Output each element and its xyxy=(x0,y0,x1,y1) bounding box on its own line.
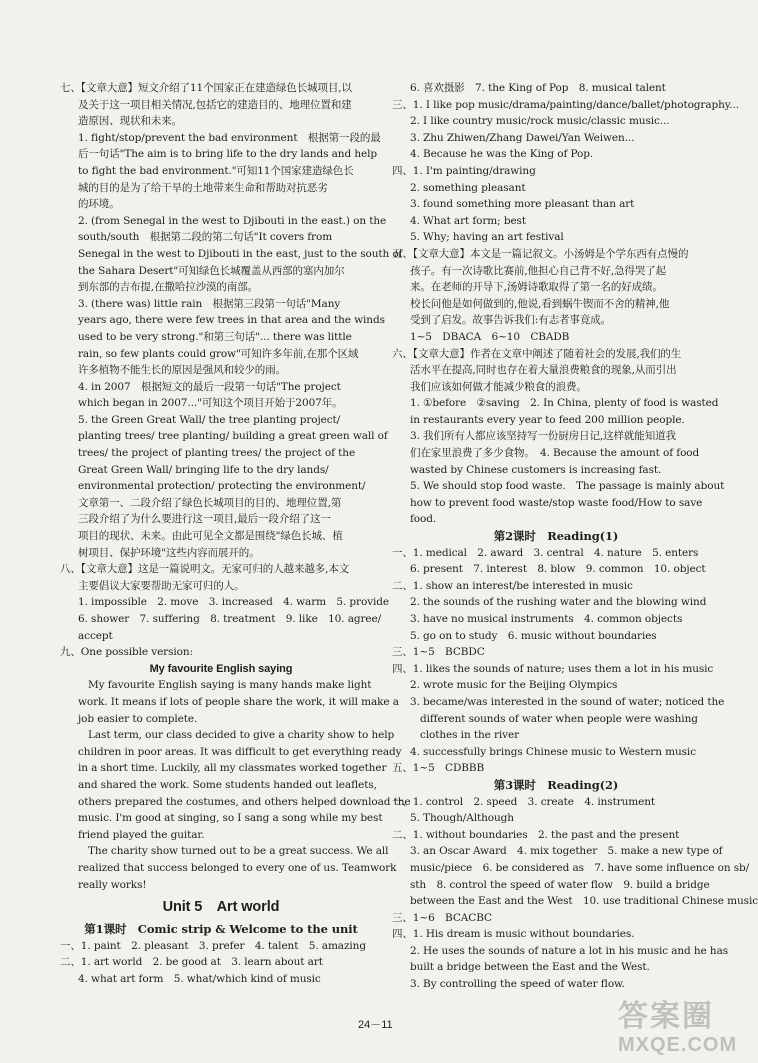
answer-line: music/piece 6. be considered as 7. have some influence on sb/ xyxy=(410,861,750,874)
watermark-text-top: 答案圈 xyxy=(618,1000,714,1033)
lesson-title: 第2课时 Reading(1) xyxy=(493,529,619,544)
answer-line: 3. 我们所有人都应该坚持写一份厨房日记,这样就能知道我 xyxy=(410,430,676,443)
answer-line: 造原因、现状和未来。 xyxy=(78,115,182,128)
answer-line: 5. the Green Great Wall/ the tree planting project/ xyxy=(78,413,341,426)
answer-line: wasted by Chinese customers is increasing fast. xyxy=(410,463,662,476)
answer-line: built a bridge between the East and the West. xyxy=(410,961,650,974)
answer-line: 二、1. without boundaries 2. the past and the present xyxy=(392,828,680,841)
answer-line: 受到了启发。故事告诉我们:有志者事竟成。 xyxy=(410,314,612,327)
answer-line: 我们应该如何做才能减少粮食的浪费。 xyxy=(410,380,587,393)
answer-line: 6. 喜欢摄影 7. the King of Pop 8. musical talent xyxy=(410,82,666,94)
answer-line: 主要倡议大家要帮助无家可归的人。 xyxy=(78,579,245,592)
answer-line: south/south 根据第二段的第二句话"It covers from xyxy=(78,231,333,244)
answer-line: My favourite English saying is many hands make light xyxy=(88,679,372,692)
answer-line: 活水平在提高,同时也存在着大量浪费粮食的现象,从而引出 xyxy=(410,364,677,377)
answer-line: 三、1. I like pop music/drama/painting/dance/ballet/photography... xyxy=(392,98,739,111)
answer-line: the Sahara Desert"可知绿色长城覆盖从西部的塞内加尔 xyxy=(78,264,345,277)
answer-line: accept xyxy=(78,629,113,642)
answer-line: between the East and the West 10. use traditional Chinese music xyxy=(410,895,758,908)
answer-line: 3. By controlling the speed of water flow. xyxy=(410,978,625,991)
answer-line: 2. He uses the sounds of nature a lot in his music and he has xyxy=(410,944,729,957)
answer-line: 许多植物不能生长的原因是强风和较少的雨。 xyxy=(78,364,286,377)
answer-line: Great Green Wall/ bringing life to the dry lands/ xyxy=(78,463,329,476)
answer-line: work. It means if lots of people share the work, it will make a xyxy=(78,695,399,708)
answer-line: and shared the work. Some students handed out leaflets, xyxy=(78,778,377,791)
answer-line: 来。在老师的开导下,汤姆诗歌取得了第一名的好成绩。 xyxy=(410,281,663,294)
answer-line: friend played the guitar. xyxy=(78,828,205,841)
answer-line: Senegal in the west to Djibouti in the east, just to the south of xyxy=(78,247,403,260)
essay-title: My favourite English saying xyxy=(149,662,293,675)
answer-line: 6. present 7. interest 8. blow 9. common 10. object xyxy=(410,563,706,576)
answer-line: 的环境。 xyxy=(78,198,120,211)
answer-line: realized that success belonged to every one of us. Teamwork xyxy=(78,861,397,874)
answer-line: clothes in the river xyxy=(420,729,520,742)
answer-line: 5. Though/Although xyxy=(410,812,514,825)
answer-line: 一、1. paint 2. pleasant 3. prefer 4. talent 5. amazing xyxy=(60,939,366,952)
answer-line: planting trees/ tree planting/ building a great green wall of xyxy=(78,430,388,443)
answer-line: 4. in 2007 根据短文的最后一段第一句话"The project xyxy=(78,380,341,393)
answer-line: 2. I like country music/rock music/classic music... xyxy=(410,115,670,128)
answer-line: 及关于这一项目相关情况,包括它的建造目的、地理位置和建 xyxy=(78,98,352,111)
page-number: 24－11 xyxy=(358,1019,393,1031)
watermark-text-bottom: MXQE.COM xyxy=(618,1034,738,1056)
answer-line: others prepared the costumes, and others helped download the xyxy=(78,795,411,808)
answer-line: 文章第一、二段介绍了绿色长城项目的目的、地理位置,第 xyxy=(78,496,342,509)
answer-line: 树项目、保护环境"这些内容而展开的。 xyxy=(78,546,260,559)
answer-line: 4. successfully brings Chinese music to Western music xyxy=(410,745,696,758)
answer-line: The charity show turned out to be a great success. We all xyxy=(88,845,389,858)
answer-line: rain, so few plants could grow"可知许多年前,在那个区域 xyxy=(78,347,359,360)
answer-line: 2. something pleasant xyxy=(410,181,526,194)
answer-line: 五、1~5 CDBBB xyxy=(392,762,485,775)
answer-line: 1. ①before ②saving 2. In China, plenty of food is wasted xyxy=(410,397,719,410)
answer-line: 4. what art form 5. what/which kind of music xyxy=(78,972,321,985)
answer-line: 八、【文章大意】这是一篇说明文。无家可归的人越来越多,本文 xyxy=(60,563,350,576)
answer-line: 3. Zhu Zhiwen/Zhang Dawei/Yan Weiwen... xyxy=(410,131,635,144)
answer-line: 2. the sounds of the rushing water and the blowing wind xyxy=(410,596,707,609)
answer-line: in restaurants every year to feed 200 million people. xyxy=(410,413,685,426)
answer-line: 3. (there was) little rain 根据第三段第一句话"Many xyxy=(78,297,341,310)
answer-line: used to be very strong."和第三句话"... there was little xyxy=(78,330,352,343)
answer-line: 到东部的吉布提,在撒哈拉沙漠的南部。 xyxy=(78,281,259,294)
answer-line: 2. wrote music for the Beijing Olympics xyxy=(410,679,618,692)
answer-line: 校长问他是如何做到的,他说,看到蜗牛锲而不舍的精神,他 xyxy=(410,297,670,310)
right-column xyxy=(392,80,758,993)
answer-line: 二、1. show an interest/be interested in music xyxy=(392,579,633,592)
answer-line: 们在家里浪费了多少食物。 4. Because the amount of food xyxy=(410,447,700,460)
answer-line: 孩子。有一次诗歌比赛前,他担心自己背不好,急得哭了起 xyxy=(410,264,667,277)
answer-line: 后一句话"The aim is to bring life to the dry lands and help xyxy=(78,148,377,161)
answer-line: 一、1. medical 2. award 3. central 4. nature 5. enters xyxy=(392,546,699,559)
answer-line: 3. became/was interested in the sound of water; noticed the xyxy=(410,695,725,708)
answer-line: 三、1~6 BCACBC xyxy=(392,911,492,924)
answer-line: 5. Why; having an art festival xyxy=(410,231,564,244)
answer-line: 二、1. art world 2. be good at 3. learn about art xyxy=(60,956,323,969)
answer-line: 3. found something more pleasant than art xyxy=(410,198,635,211)
unit-title: Unit 5 Art world xyxy=(162,899,280,916)
answer-line: 1. fight/stop/prevent the bad environment 根据第一段的最 xyxy=(78,131,381,144)
answer-line: 1~5 DBACA 6~10 CBADB xyxy=(410,330,570,343)
lesson-title: 第3课时 Reading(2) xyxy=(493,777,619,792)
answer-line: sth 8. control the speed of water flow 9. build a bridge xyxy=(410,878,710,891)
answer-line: 一、1. control 2. speed 3. create 4. instrument xyxy=(392,795,656,808)
left-column xyxy=(60,80,411,987)
answer-line: 6. shower 7. suffering 8. treatment 9. like 10. agree/ xyxy=(78,613,382,625)
answer-line: different sounds of water when people were washing xyxy=(420,712,698,725)
answer-line: in a short time. Luckily, all my classmates worked together xyxy=(78,762,387,775)
answer-line: years ago, there were few trees in that area and the winds xyxy=(78,314,385,327)
watermark-logo xyxy=(618,1000,743,1060)
answer-line: job easier to complete. xyxy=(78,712,198,725)
answer-line: how to prevent food waste/stop waste food/How to save xyxy=(410,496,703,509)
answer-line: Last term, our class decided to give a charity show to help xyxy=(88,729,395,742)
answer-line: 九、One possible version: xyxy=(60,646,193,659)
answer-line: 四、1. I'm painting/drawing xyxy=(392,164,536,177)
answer-line: 城的目的是为了给干旱的土地带来生命和帮助对抗恶劣 xyxy=(78,181,328,194)
answer-line: 三段介绍了为什么要进行这一项目,最后一段介绍了这一 xyxy=(78,513,331,526)
answer-line: 六、【文章大意】作者在文章中阐述了随着社会的发展,我们的生 xyxy=(392,347,682,360)
lesson-title: 第1课时 Comic strip & Welcome to the unit xyxy=(84,922,358,937)
answer-line: trees/ the project of planting trees/ the project of the xyxy=(78,447,356,460)
answer-line: 1. impossible 2. move 3. increased 4. warm 5. provide xyxy=(78,596,390,609)
answer-line: music. I'm good at singing, so I sang a song while my best xyxy=(78,812,383,825)
answer-line: to fight the bad environment."可知11个国家建造绿色长 xyxy=(78,164,354,177)
answer-line: 三、1~5 BCBDC xyxy=(392,646,485,659)
answer-line: 项目的现状、未来。由此可见全文都是围绕"绿色长城、植 xyxy=(78,530,343,543)
answer-line: 七、【文章大意】短文介绍了11个国家正在建造绿色长城项目,以 xyxy=(60,82,352,94)
answer-line: environmental protection/ protecting the environment/ xyxy=(78,480,366,493)
answer-line: which began in 2007..."可知这个项目开始于2007年。 xyxy=(78,397,343,410)
answer-line: 五、【文章大意】本文是一篇记叙文。小汤姆是个学东西有点慢的 xyxy=(392,247,689,260)
answer-line: food. xyxy=(410,513,437,526)
answer-line: 2. (from Senegal in the west to Djibouti in the east.) on the xyxy=(78,214,387,227)
answer-line: 四、1. likes the sounds of nature; uses them a lot in his music xyxy=(392,662,714,675)
answer-line: 3. have no musical instruments 4. common objects xyxy=(410,613,683,625)
answer-line: 4. Because he was the King of Pop. xyxy=(410,148,594,161)
answer-line: 3. an Oscar Award 4. mix together 5. make a new type of xyxy=(410,845,723,858)
answer-line: 4. What art form; best xyxy=(410,214,526,227)
answer-line: 四、1. His dream is music without boundaries. xyxy=(392,928,635,941)
answer-line: really works! xyxy=(78,878,147,891)
answer-line: 5. go on to study 6. music without boundaries xyxy=(410,629,657,642)
answer-line: 5. We should stop food waste. The passage is mainly about xyxy=(410,480,725,493)
answer-line: children in poor areas. It was difficult to get everything ready xyxy=(78,745,402,758)
